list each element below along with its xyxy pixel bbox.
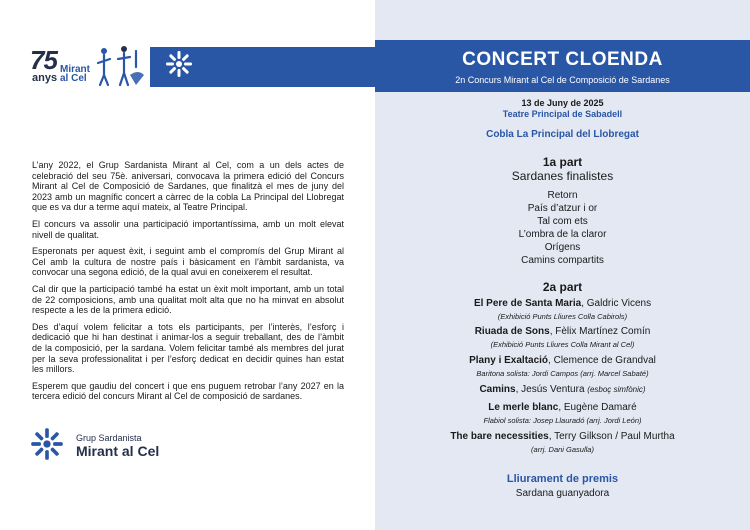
- concert-title: CONCERT CLOENDA: [462, 49, 663, 70]
- star-logo-icon: [30, 427, 64, 461]
- part1-heading: 1a part: [542, 155, 583, 169]
- program-item: Riuada de Sons, Fèlix Martínez Comín: [474, 326, 651, 337]
- footer-logo-line2: Mirant al Cel: [76, 443, 160, 459]
- part1-subheading: Sardanes finalistes: [511, 169, 614, 183]
- finalist-item: Orígens: [544, 242, 581, 253]
- finalist-item: País d’atzur i or: [527, 203, 598, 214]
- paragraph: Esperonats per aquest èxit, i seguint amb el compromís del Grup Mirant al Cel amb la cultura de nostre país i bàsicament en l’àmbit sardanista, va convocar una segona edició, de la qual avui en coneixerem el resultat.: [32, 246, 344, 278]
- prizes-subheading: Sardana guanyadora: [515, 488, 610, 499]
- program-note: (Exhibició Punts Lliures Colla Mirant al Cel): [490, 340, 635, 349]
- program-note: Baritona solista: Jordi Campos (arrj. Marcel Sabaté): [476, 369, 649, 378]
- program-note: (arrj. Dani Gasulla): [531, 445, 594, 454]
- finalist-item: L’ombra de la claror: [518, 229, 607, 240]
- finalist-item: Retorn: [547, 190, 578, 201]
- program-item: Le merle blanc, Eugène Damaré: [488, 402, 637, 413]
- program-item: El Pere de Santa Maria, Galdric Vicens: [473, 298, 652, 309]
- paragraph: Esperem que gaudiu del concert i que ens puguem retrobar l’any 2027 en la tercera edició del concurs Mirant al Cel de composició de sardanes.: [32, 380, 344, 402]
- concert-subtitle: 2n Concurs Mirant al Cel de Composició de Sardanes: [455, 75, 670, 85]
- star-logo-icon: [165, 50, 193, 78]
- footer-logo: [30, 425, 230, 465]
- program-item: The bare necessities, Terry Gilkson / Paul Murtha: [450, 431, 675, 442]
- logo-anys: anys: [32, 72, 58, 84]
- intro-text: [32, 160, 344, 408]
- dancers-icon: [90, 45, 146, 87]
- cobla-name: Cobla La Principal del Llobregat: [486, 129, 639, 140]
- program-note: Flabiol solista: Josep Llauradó (arrj. Jordi León): [483, 416, 642, 425]
- concert-venue: Teatre Principal de Sabadell: [502, 109, 623, 119]
- logo-mirant: Mirant al Cel: [60, 64, 90, 84]
- anniversary-logo: [30, 45, 150, 91]
- finalist-item: Tal com ets: [537, 216, 588, 227]
- paragraph: L’any 2022, el Grup Sardanista Mirant al Cel, com a un dels actes de celebració del seu 75è. aniversari, convocava la primera edició del Concurs Mirant al Cel de Composició de Sardanes, que finalitzà el mes de juny del 2023 amb un magnífic concert a càrrec de la cobla La Principal del Llobregat que es va dur a terme aquí mateix, al Teatre Principal.: [32, 160, 344, 213]
- paragraph: Cal dir que la participació també ha estat un èxit molt important, amb un total de 22 composicions, amb una qualitat molt alta que no ha minvat en absolut respecte a les de la primera edició.: [32, 283, 344, 316]
- paragraph: Des d’aquí volem felicitar a tots els participants, per l’interès, l’esforç i dedicació que hi han destinat i animar-los a seguir treballant, des de l’àmbit de la composició, per la sardana. Volem felicitar també als membres del jurat per la seva professionalitat i per l’esforç dedicat en decidir quines han estat les millors.: [32, 321, 344, 375]
- paragraph: El concurs va assolir una participació importantíssima, amb un molt elevat nivell de qualitat.: [32, 218, 344, 240]
- footer-logo-line1: Grup Sardanista: [76, 433, 142, 443]
- part2-heading: 2a part: [542, 280, 583, 294]
- program-item: Camins, Jesús Ventura (esboç simfònic): [479, 384, 646, 395]
- finalist-item: Camins compartits: [521, 255, 604, 266]
- program-item: Plany i Exaltació, Clemence de Grandval: [469, 355, 656, 366]
- prizes-heading: Lliurament de premis: [506, 473, 619, 485]
- logo-number: 75: [30, 45, 57, 75]
- concert-date: 13 de Juny de 2025: [521, 98, 604, 108]
- program-note: (Exhibició Punts Lliures Colla Cabirols): [497, 312, 628, 321]
